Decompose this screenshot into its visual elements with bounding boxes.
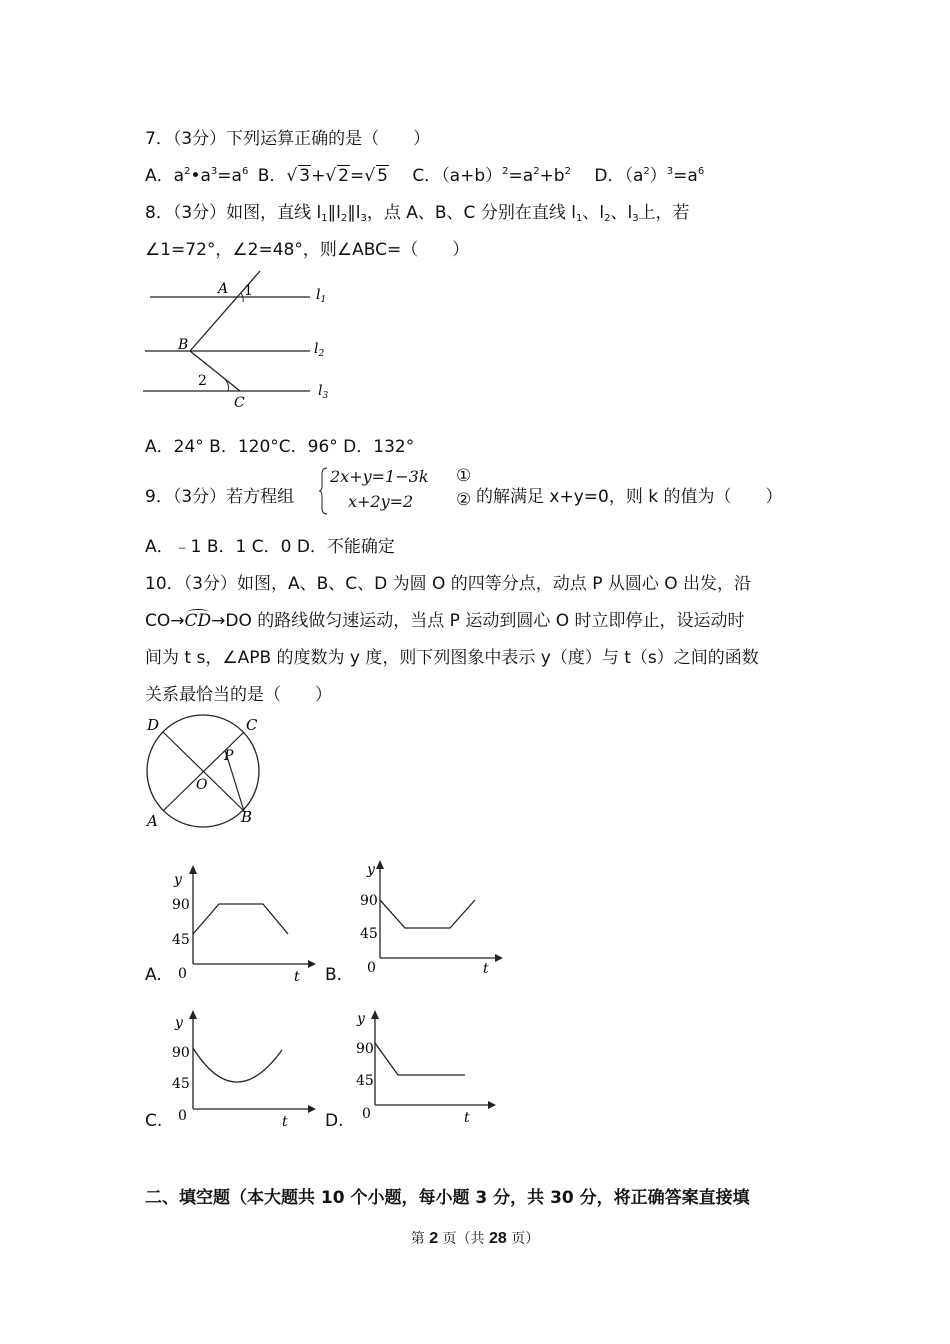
svg-text:90: 90	[172, 897, 190, 913]
circle-label-b: B	[241, 808, 253, 826]
page-number: 2	[429, 1230, 439, 1247]
q9-stem-prefix: 9．（3分）若方程组	[145, 487, 295, 507]
graph-a-curve	[193, 904, 288, 934]
svg-text:0: 0	[362, 1106, 371, 1122]
q10-stem-line1: 10．（3分）如图，A、B、C、D 为圆 O 的四等分点，动点 P 从圆心 O 出发，沿	[145, 574, 752, 594]
svg-text:y: y	[367, 862, 375, 878]
q9-equation-1: 2x+y=1−3k	[330, 467, 429, 486]
label-a: A	[218, 281, 229, 297]
q10-stem-line4: 关系最恰当的是（ ）	[145, 685, 332, 705]
label-c: C	[234, 395, 245, 411]
graph-b-curve	[380, 900, 475, 928]
svg-text:0: 0	[178, 966, 187, 982]
svg-text:90: 90	[172, 1045, 190, 1061]
label-l2: $l_2$	[314, 341, 325, 359]
circle-label-o: O	[196, 777, 208, 793]
page-total: 28	[489, 1230, 507, 1247]
q9-stem-suffix: 的解满足 x+y=0，则 k 的值为（ ）	[476, 487, 783, 507]
graph-d-option: D.	[325, 1111, 344, 1131]
graph-d	[350, 1005, 500, 1130]
svg-text:y: y	[175, 1015, 183, 1031]
svg-text:y: y	[174, 872, 182, 888]
svg-text:t: t	[282, 1114, 288, 1130]
q8-stem-line2: ∠1=72°，∠2=48°，则∠ABC=（ ）	[145, 240, 470, 260]
svg-text:t: t	[483, 961, 489, 977]
svg-text:45: 45	[360, 926, 378, 942]
svg-text:t: t	[294, 969, 300, 985]
graph-c	[168, 1005, 318, 1130]
svg-text:0: 0	[178, 1108, 187, 1124]
q9-mark-2: ②	[456, 490, 472, 510]
q10-stem-line3: 间为 t s，∠APB 的度数为 y 度，则下列图象中表示 y（度）与 t（s）之间的函数	[145, 648, 759, 668]
label-l3: $l_3$	[318, 383, 329, 401]
q7-stem: 7．（3分）下列运算正确的是（ ）	[145, 129, 431, 149]
q9-equation-2: x+2y=2	[348, 492, 414, 511]
circle-label-p: P	[224, 748, 234, 764]
label-l1: $l_1$	[316, 287, 327, 305]
circle-label-d: D	[147, 716, 160, 734]
q7-option-c: C．$(a+b)^2=a^2+b^2$	[412, 166, 571, 186]
q8-options: A．24° B．120°C．96° D．132°	[145, 437, 415, 457]
svg-text:45: 45	[172, 1076, 190, 1092]
graph-c-curve	[193, 1048, 282, 1082]
svg-text:45: 45	[172, 932, 190, 948]
q8-stem-line1: 8．（3分）如图，直线 $l_1\parallel l_2\parallel l_3$，点 A、B、C 分别在直线 $l_1$、$l_2$、$l_3$上，若	[145, 203, 690, 224]
q9-options: A．﹣1 B．1 C．0 D．不能确定	[145, 537, 395, 557]
graph-b-option: B.	[325, 965, 343, 985]
graph-a	[168, 860, 318, 985]
svg-text:y: y	[357, 1011, 365, 1027]
circle-label-a: A	[147, 812, 158, 830]
q7-option-a: A．$a^2•a^3=a^6$	[145, 166, 249, 186]
q8-parallel-lines-figure	[140, 265, 340, 415]
q7-option-d: D．$(a^2)^3=a^6$	[594, 166, 705, 186]
angle-2-arc	[224, 378, 229, 391]
q10-circle-figure	[140, 710, 270, 835]
graph-d-curve	[375, 1043, 465, 1075]
svg-text:45: 45	[356, 1073, 374, 1089]
q7-options	[145, 161, 704, 186]
q9-brace	[319, 466, 329, 516]
q9-mark-1: ①	[456, 466, 472, 486]
label-angle-1: 1	[244, 283, 253, 299]
section-2-heading: 二、填空题（本大题共 10 个小题，每小题 3 分，共 30 分，将正确答案直接填	[145, 1188, 750, 1208]
circle-label-c: C	[246, 716, 258, 734]
svg-text:t: t	[464, 1110, 470, 1126]
label-b: B	[178, 337, 189, 353]
svg-text:90: 90	[360, 893, 378, 909]
label-angle-2: 2	[198, 373, 207, 389]
q7-option-b: B．√ 3+√ 2=√ 5	[257, 166, 388, 186]
graph-b	[355, 855, 505, 980]
svg-text:0: 0	[367, 960, 376, 976]
graph-c-option: C.	[145, 1111, 163, 1131]
graph-a-option: A.	[145, 965, 162, 985]
q10-stem-line2: CO→CD→DO 的路线做匀速运动，当点 P 运动到圆心 O 时立即停止，设运动时	[145, 611, 745, 631]
page-footer: 第 2 页（共 28 页）	[410, 1230, 540, 1247]
arc-cd: CD	[184, 611, 212, 631]
svg-text:90: 90	[356, 1041, 374, 1057]
